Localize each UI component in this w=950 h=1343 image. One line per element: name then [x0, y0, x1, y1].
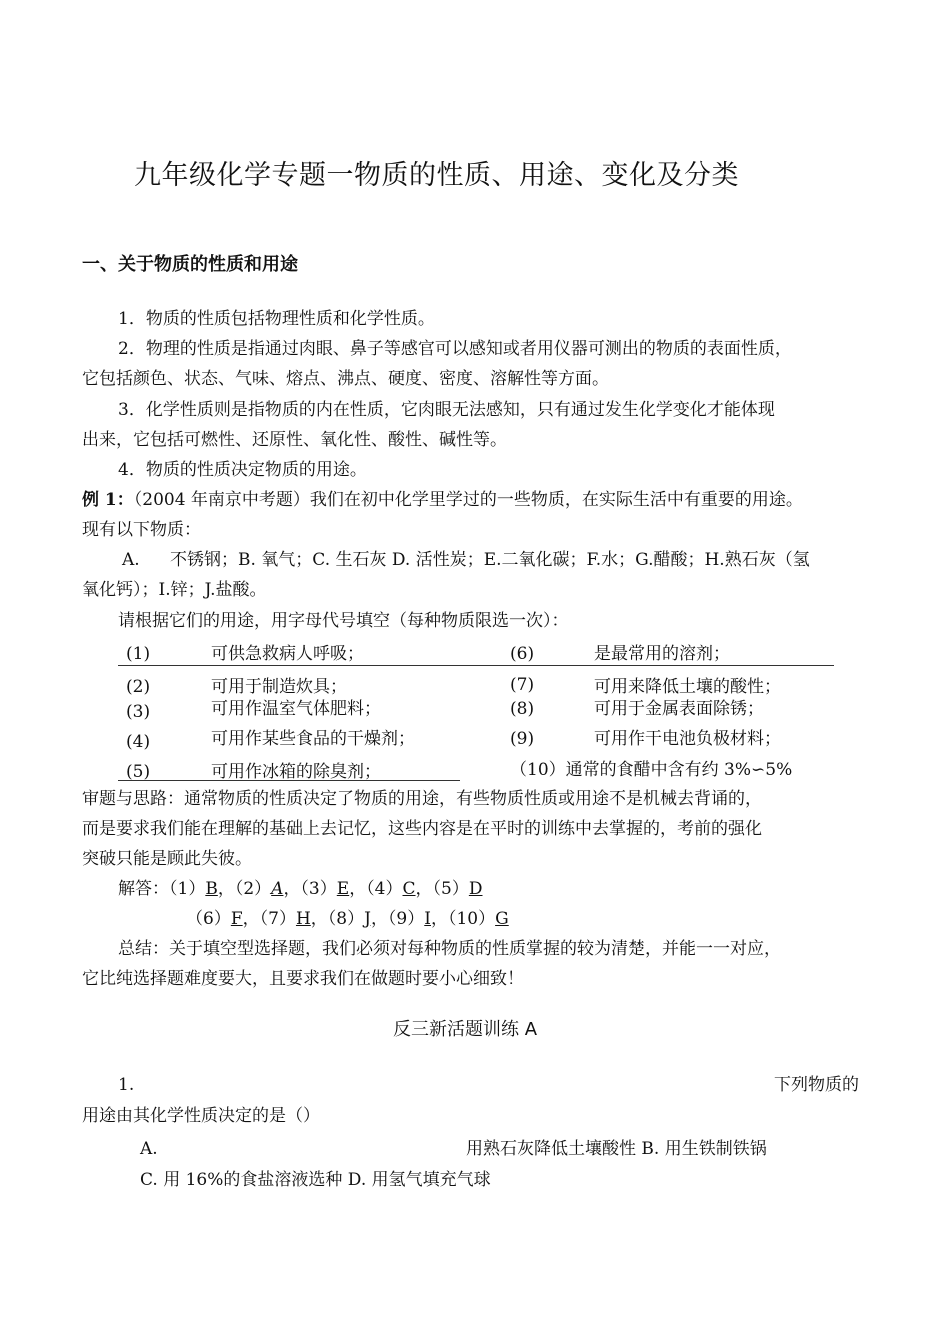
- paragraph-3-line-1: 3．化学性质则是指物质的内在性质，它肉眼无法感知，只有通过发生化学变化才能体现: [118, 400, 775, 420]
- analysis-line-3: 突破只能是顾此失彼。: [82, 849, 252, 869]
- question-1-text-right: 下列物质的: [774, 1075, 859, 1095]
- paragraph-2-line-1: 2．物理的性质是指通过肉眼、鼻子等感官可以感知或者用仪器可测出的物质的表面性质，: [118, 339, 792, 359]
- analysis-line-2: 而是要求我们能在理解的基础上去记忆，这些内容是在平时的训练中去掌握的，考前的强化: [82, 819, 762, 839]
- options-line-2: 氧化钙）；I.锌；J.盐酸。: [82, 580, 267, 600]
- summary-line-2: 它比纯选择题难度要大，且要求我们在做题时要小心细致！: [82, 969, 524, 989]
- use-text-3: 可用作温室气体肥料；: [211, 699, 381, 719]
- use-text-4: 可用作某些食品的干燥剂；: [211, 729, 415, 749]
- example-colon: ：: [116, 490, 134, 510]
- example-text: （2004 年南京中考题）我们在初中化学里学过的一些物质，在实际生活中有重要的用途。: [133, 490, 803, 510]
- summary-line-1: 总结：关于填空型选择题，我们必须对每种物质的性质掌握的较为清楚，并能一一对应，: [118, 939, 781, 959]
- answer-prefix: ，（5）: [415, 879, 469, 899]
- answer-value: A: [271, 879, 284, 899]
- use-text-7: 可用来降低土壤的酸性；: [594, 677, 781, 697]
- paragraph-4: 4．物质的性质决定物质的用途。: [118, 460, 367, 480]
- question-1-number: 1.: [118, 1075, 135, 1095]
- use-text-6: 是最常用的溶剂；: [594, 644, 730, 664]
- use-num-4: (4): [126, 732, 151, 752]
- paragraph-2-line-2: 它包括颜色、状态、气味、熔点、沸点、硬度、密度、溶解性等方面。: [82, 369, 609, 389]
- question-1-options-line-1: 用熟石灰降低土壤酸性 B. 用生铁制铁锅: [466, 1139, 767, 1159]
- answer-value: C: [402, 879, 416, 899]
- paragraph-3-line-2: 出来，它包括可燃性、还原性、氧化性、酸性、碱性等。: [82, 430, 507, 450]
- answer-line-2: [186, 909, 509, 929]
- analysis-line-1: 审题与思路：通常物质的性质决定了物质的用途，有些物质性质或用途不是机械去背诵的，: [82, 789, 762, 809]
- use-num-6: (6): [510, 644, 535, 664]
- answer-value: D: [468, 879, 483, 899]
- table-top-rule: [118, 665, 834, 666]
- answer-prefix: ，（3）: [283, 879, 337, 899]
- answer-value: H: [295, 909, 311, 929]
- use-num-9: (9): [510, 729, 535, 749]
- example-line-1: [82, 490, 803, 510]
- example-line-2: 现有以下物质：: [82, 520, 201, 540]
- answer-value: G: [495, 909, 509, 929]
- answer-prefix: （1）: [169, 879, 206, 899]
- instruction: 请根据它们的用途，用字母代号填空（每种物质限选一次）：: [118, 611, 569, 631]
- use-num-3: (3): [126, 702, 151, 722]
- use-text-10: （10）通常的食醋中含有约 3%∽5%: [510, 760, 793, 780]
- options-a-label: A.: [122, 550, 140, 570]
- question-1-options-line-2: C. 用 16%的食盐溶液选种 D. 用氢气填充气球: [140, 1170, 491, 1190]
- page-title: 九年级化学专题一物质的性质、用途、变化及分类: [134, 160, 739, 191]
- answer-prefix: ，（7）: [242, 909, 296, 929]
- options-line-1: 不锈钢；B. 氧气；C. 生石灰 D. 活性炭；E.二氧化碳；F.水；G.醋酸；H.熟石灰（氢: [170, 550, 810, 570]
- answer-value: F: [230, 909, 243, 929]
- use-text-8: 可用于金属表面除锈；: [594, 699, 764, 719]
- use-num-5: (5): [126, 762, 151, 782]
- answer-label: 解答：: [118, 879, 169, 899]
- answer-line-1: [118, 879, 483, 899]
- section-heading-exercises: 反三新活题训练 A: [393, 1019, 538, 1040]
- use-num-1: (1): [126, 644, 151, 664]
- answer-prefix: ，（2）: [217, 879, 272, 899]
- question-1-text-line-2: 用途由其化学性质决定的是（）: [82, 1106, 320, 1126]
- answer-prefix: （6）: [186, 909, 231, 929]
- use-num-7: (7): [510, 675, 535, 695]
- use-num-2: (2): [126, 677, 151, 697]
- answer-value: B: [205, 879, 218, 899]
- paragraph-1: 1．物质的性质包括物理性质和化学性质。: [118, 309, 435, 329]
- use-text-5: 可用作冰箱的除臭剂；: [211, 762, 381, 782]
- use-text-9: 可用作干电池负极材料；: [594, 729, 781, 749]
- use-text-2: 可用于制造炊具；: [211, 677, 347, 697]
- answer-prefix: ，（10）: [430, 909, 496, 929]
- use-text-1: 可供急救病人呼吸；: [211, 644, 364, 664]
- answer-value: J: [364, 909, 371, 929]
- answer-prefix: ，（4）: [349, 879, 403, 899]
- answer-value: I: [424, 909, 431, 929]
- answer-prefix: ，（8）: [310, 909, 365, 929]
- question-1-option-a-label: A.: [140, 1139, 158, 1159]
- answer-prefix: ，（9）: [370, 909, 425, 929]
- answer-value: E: [336, 879, 350, 899]
- section-heading-properties-uses: 一、关于物质的性质和用途: [82, 254, 298, 275]
- example-label: 例 1: [82, 490, 117, 510]
- use-num-8: (8): [510, 699, 535, 719]
- table-bottom-rule: [118, 780, 460, 781]
